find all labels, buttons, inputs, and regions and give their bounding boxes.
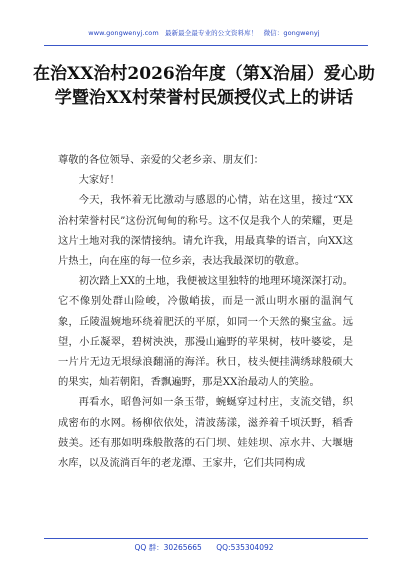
page-footer — [0, 542, 408, 562]
header-divider — [44, 45, 368, 46]
footer-qq-group: QQ 群：30265665 — [134, 543, 202, 552]
header-site: www.gongwenyj.com — [88, 29, 159, 37]
document-title: 在治XX治村2026治年度（第X治届）爱心助学暨治XX村荣誉村民颁授仪式上的讲话 — [33, 64, 375, 108]
body-paragraph: 再看水，昭鲁河如一条玉带，蜿蜒穿过村庄，支流交错，织成密布的水网。杨柳依依处，清波荡漾，滋养着千顷沃野，稻香鼓美。还有那如明珠般散落的石门坝、娃娃坝、凉水井、大堰塘水库，以及流淌百年的老龙潭、王家井，它们共同构成 — [58, 396, 353, 470]
salutation: 尊敬的各位领导、亲爱的父老乡亲、朋友们： — [58, 154, 264, 166]
document-body — [58, 150, 353, 473]
body-paragraph: 今天，我怀着无比激动与感恩的心情，站在这里，接过“XX治村荣誉村民”这份沉甸甸的称号。这不仅是我个人的荣耀，更是这片土地对我的深情接纳。请允许我，用最真挚的语言，向XX这片热土，向在座的每一位乡亲，表达我最深切的敬意。 — [58, 194, 353, 268]
body-paragraph: 初次踏上XX的土地，我便被这里独特的地理环境深深打动。它不像别处群山险峻，冷傲峭拔，而是一派山明水丽的温润气象，丘陵温婉地环绕着肥沃的平原，如同一个天然的聚宝盆。远望，小丘凝翠，碧树泱泱，那漫山遍野的苹果树，枝叶婆娑，是一片片无边无垠绿浪翻涌的海洋。秋日，枝头便挂满绣球般硕大的果实，灿若朝阳，香飘遍野，那是XX治最动人的笑脸。 — [58, 275, 353, 389]
header-wechat: 微信：gongwenyj — [263, 29, 320, 37]
header-text — [0, 28, 408, 37]
page-header — [0, 0, 408, 50]
header-slogan: 最新最全最专业的公文资料库！ — [164, 29, 258, 37]
footer-divider — [44, 538, 368, 539]
greeting: 大家好！ — [78, 174, 120, 187]
footer-qq: QQ:535304092 — [216, 543, 274, 552]
